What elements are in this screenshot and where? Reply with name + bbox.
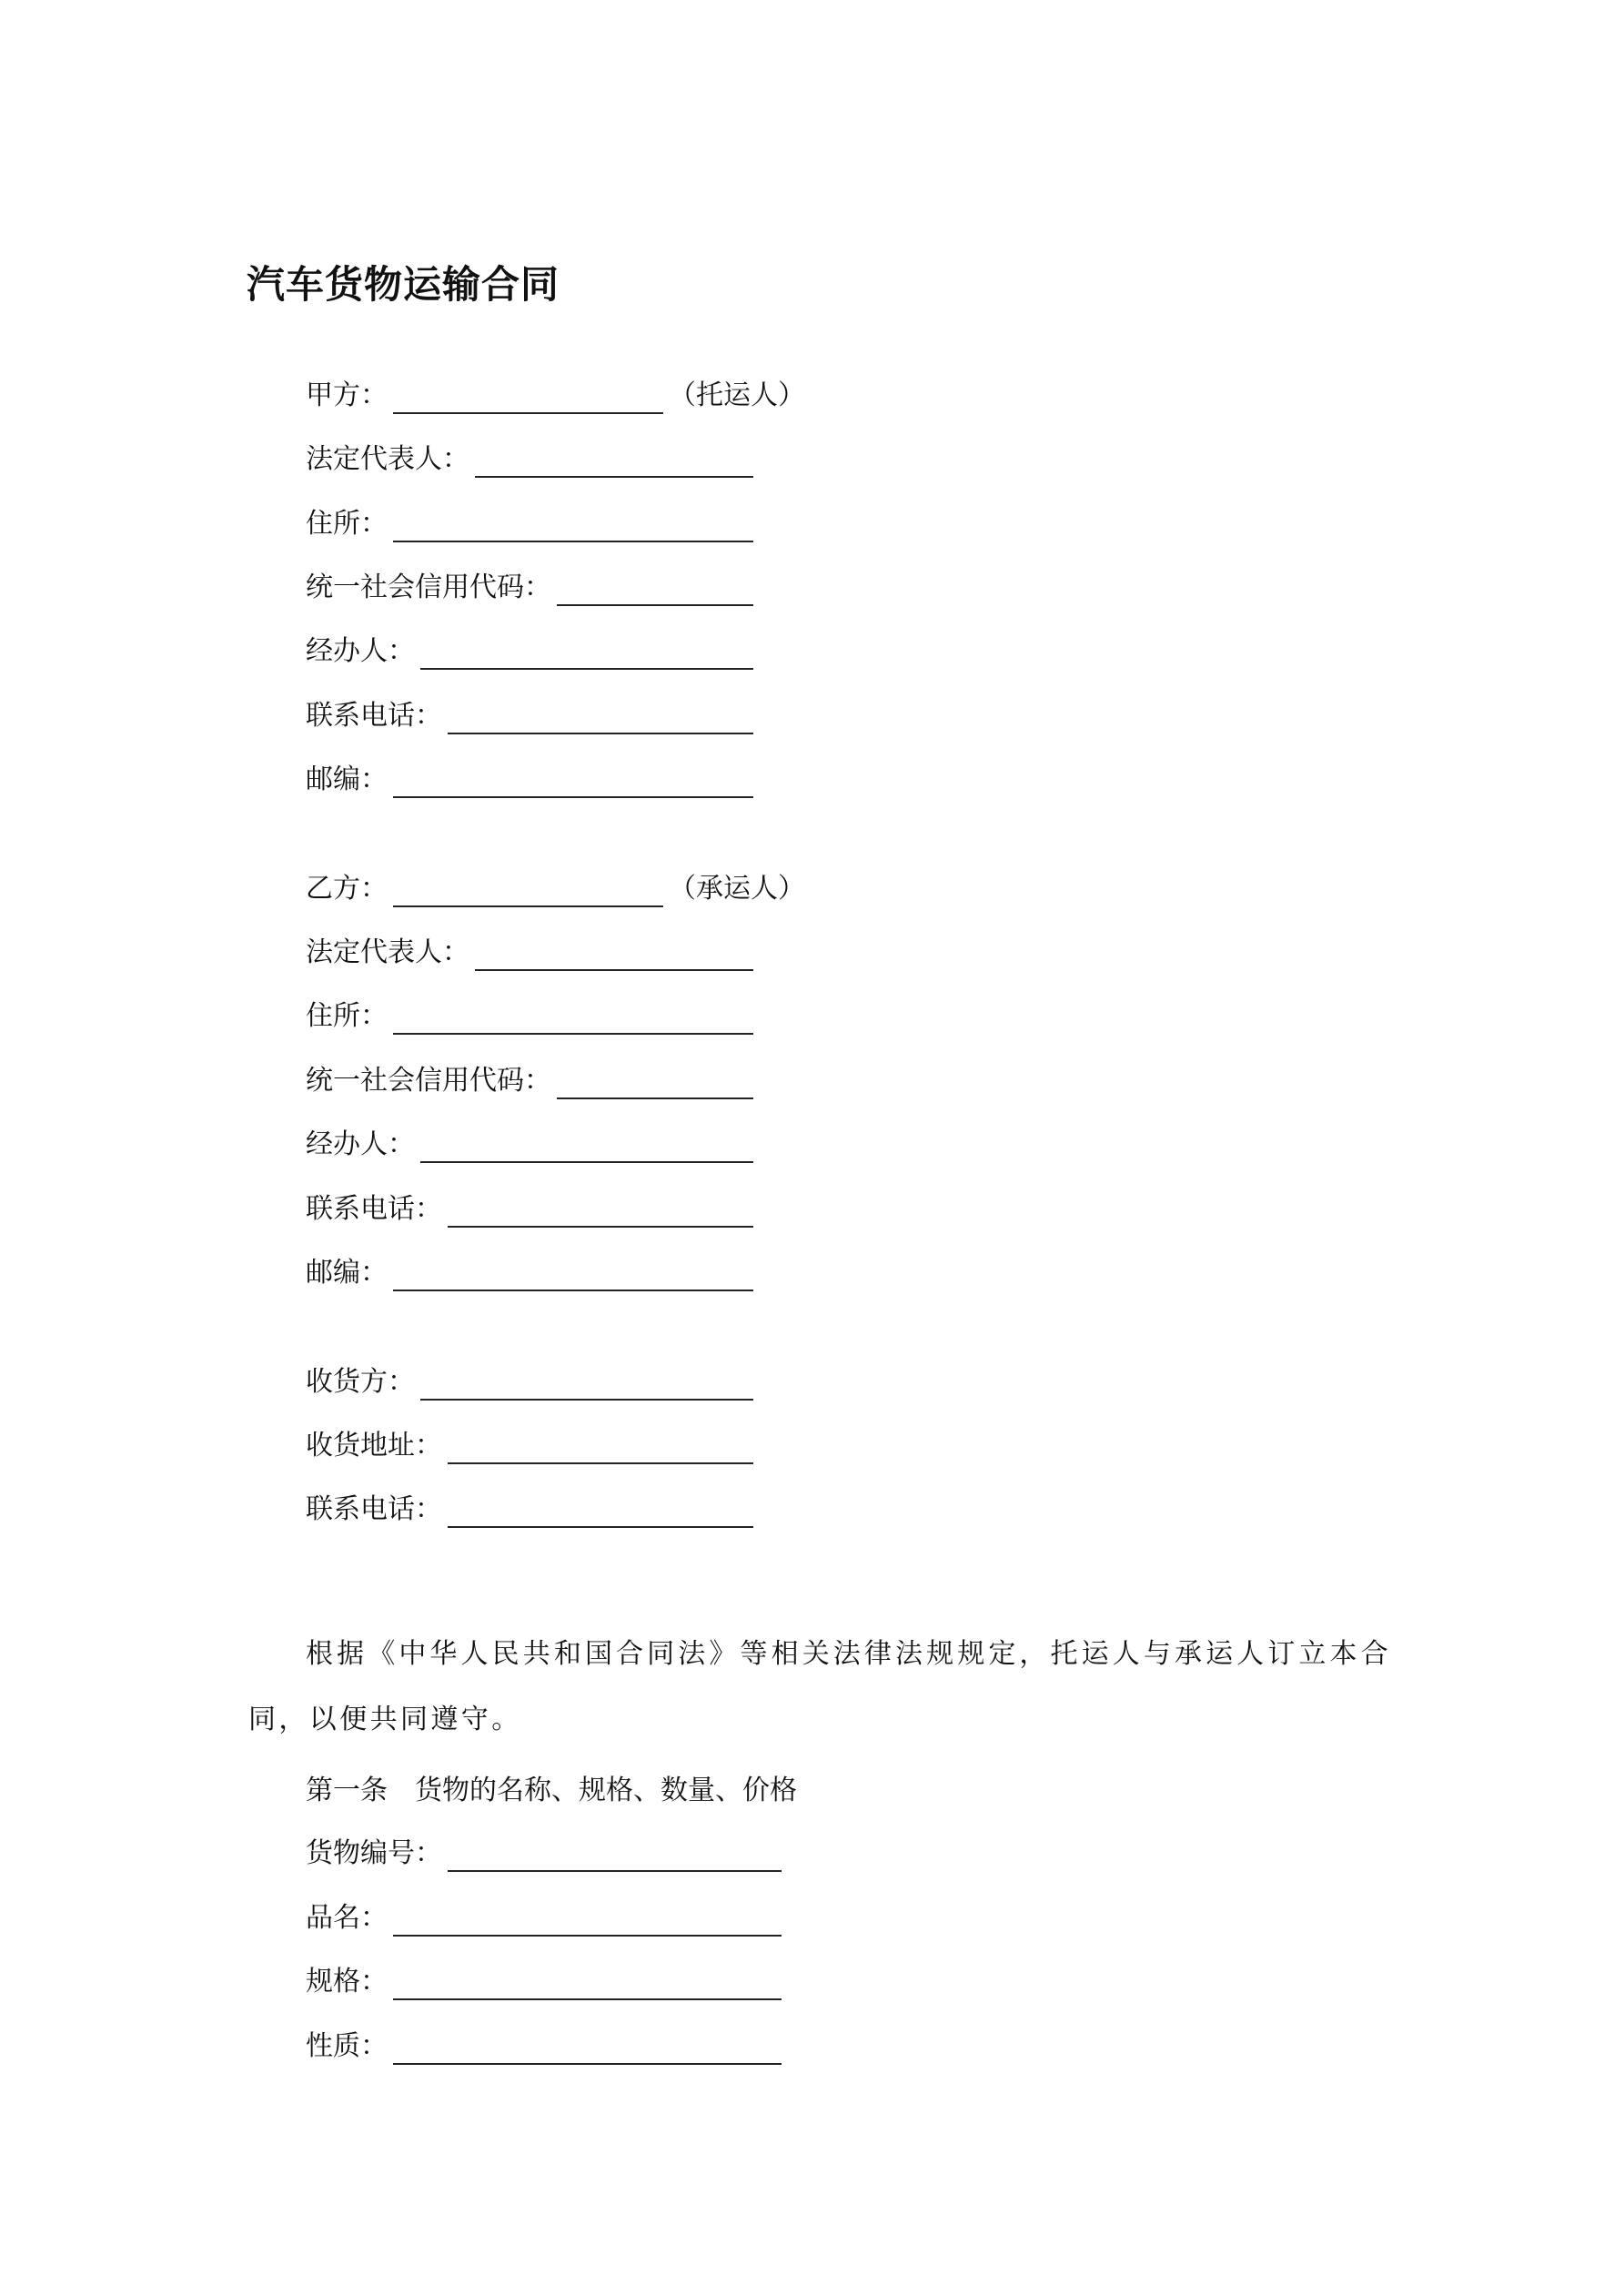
fill-in-blank[interactable] [420,1371,753,1401]
field-label: 甲方： [306,379,388,411]
field-label: 统一社会信用代码： [306,571,551,603]
fill-in-blank[interactable] [393,513,753,542]
field-label: 联系电话： [306,700,442,732]
fill-in-blank[interactable] [393,1006,753,1035]
fill-in-blank[interactable] [393,385,663,414]
field-label: 住所： [306,1000,388,1032]
party-a-field-row [306,378,805,414]
field-label: 规格： [306,1966,388,1998]
party-b-field-row [306,998,753,1035]
field-label: 邮编： [306,764,388,795]
field-label: 邮编： [306,1257,388,1289]
fill-in-blank[interactable] [448,705,753,734]
party-a-field-row [306,570,753,606]
article1-field-row [306,2028,782,2065]
party-b-field-row [306,1127,753,1163]
article1-field-row [306,1964,782,2000]
field-label: 收货地址： [306,1430,442,1462]
party-b-field-row [306,1255,753,1291]
fill-in-blank[interactable] [393,1262,753,1291]
consignee-field-row [306,1492,753,1528]
field-label: 法定代表人： [306,936,469,968]
party-b-field-row [306,1063,753,1099]
fill-in-blank[interactable] [475,942,753,971]
party-a-field-row [306,633,753,670]
party-a-field-row [306,762,753,798]
fill-in-blank[interactable] [420,1134,753,1163]
party-role-label: （托运人） [669,379,805,411]
field-label: 法定代表人： [306,443,469,475]
fill-in-blank[interactable] [448,1435,753,1464]
party-a-field-row [306,441,753,478]
fill-in-blank[interactable] [557,577,753,606]
fill-in-blank[interactable] [557,1070,753,1099]
fill-in-blank[interactable] [393,2036,782,2065]
field-label: 品名： [306,1902,388,1934]
fill-in-blank[interactable] [393,1907,782,1937]
fill-in-blank[interactable] [393,878,663,907]
field-label: 性质： [306,2030,388,2062]
article-1-heading: 第一条 货物的名称、规格、数量、价格 [306,1775,797,1806]
fill-in-blank[interactable] [448,1499,753,1528]
party-b-field-row [306,1191,753,1228]
field-label: 货物编号： [306,1837,442,1869]
field-label: 收货方： [306,1366,415,1398]
field-label: 经办人： [306,1128,415,1160]
party-role-label: （承运人） [669,873,805,905]
fill-in-blank[interactable] [475,449,753,478]
party-a-field-row [306,506,753,542]
field-label: 经办人： [306,635,415,667]
fill-in-blank[interactable] [393,769,753,798]
fill-in-blank[interactable] [393,1971,782,2000]
field-label: 联系电话： [306,1493,442,1525]
fill-in-blank[interactable] [420,641,753,670]
field-label: 乙方： [306,873,388,905]
party-a-field-row [306,698,753,734]
article1-field-row [306,1900,782,1937]
consignee-field-row [306,1364,753,1401]
document-title: 汽车货物运输合同 [247,262,560,307]
party-b-field-row [306,935,753,971]
article1-field-row [306,1836,782,1872]
preamble-paragraph: 根据《中华人民共和国合同法》等相关法律法规规定，托运人与承运人订立本合同，以便共同遵守。 [248,1638,1391,1735]
fill-in-blank[interactable] [448,1843,782,1872]
consignee-field-row [306,1428,753,1464]
field-label: 联系电话： [306,1193,442,1225]
field-label: 住所： [306,508,388,540]
field-label: 统一社会信用代码： [306,1065,551,1097]
party-b-field-row [306,871,805,907]
fill-in-blank[interactable] [448,1199,753,1228]
